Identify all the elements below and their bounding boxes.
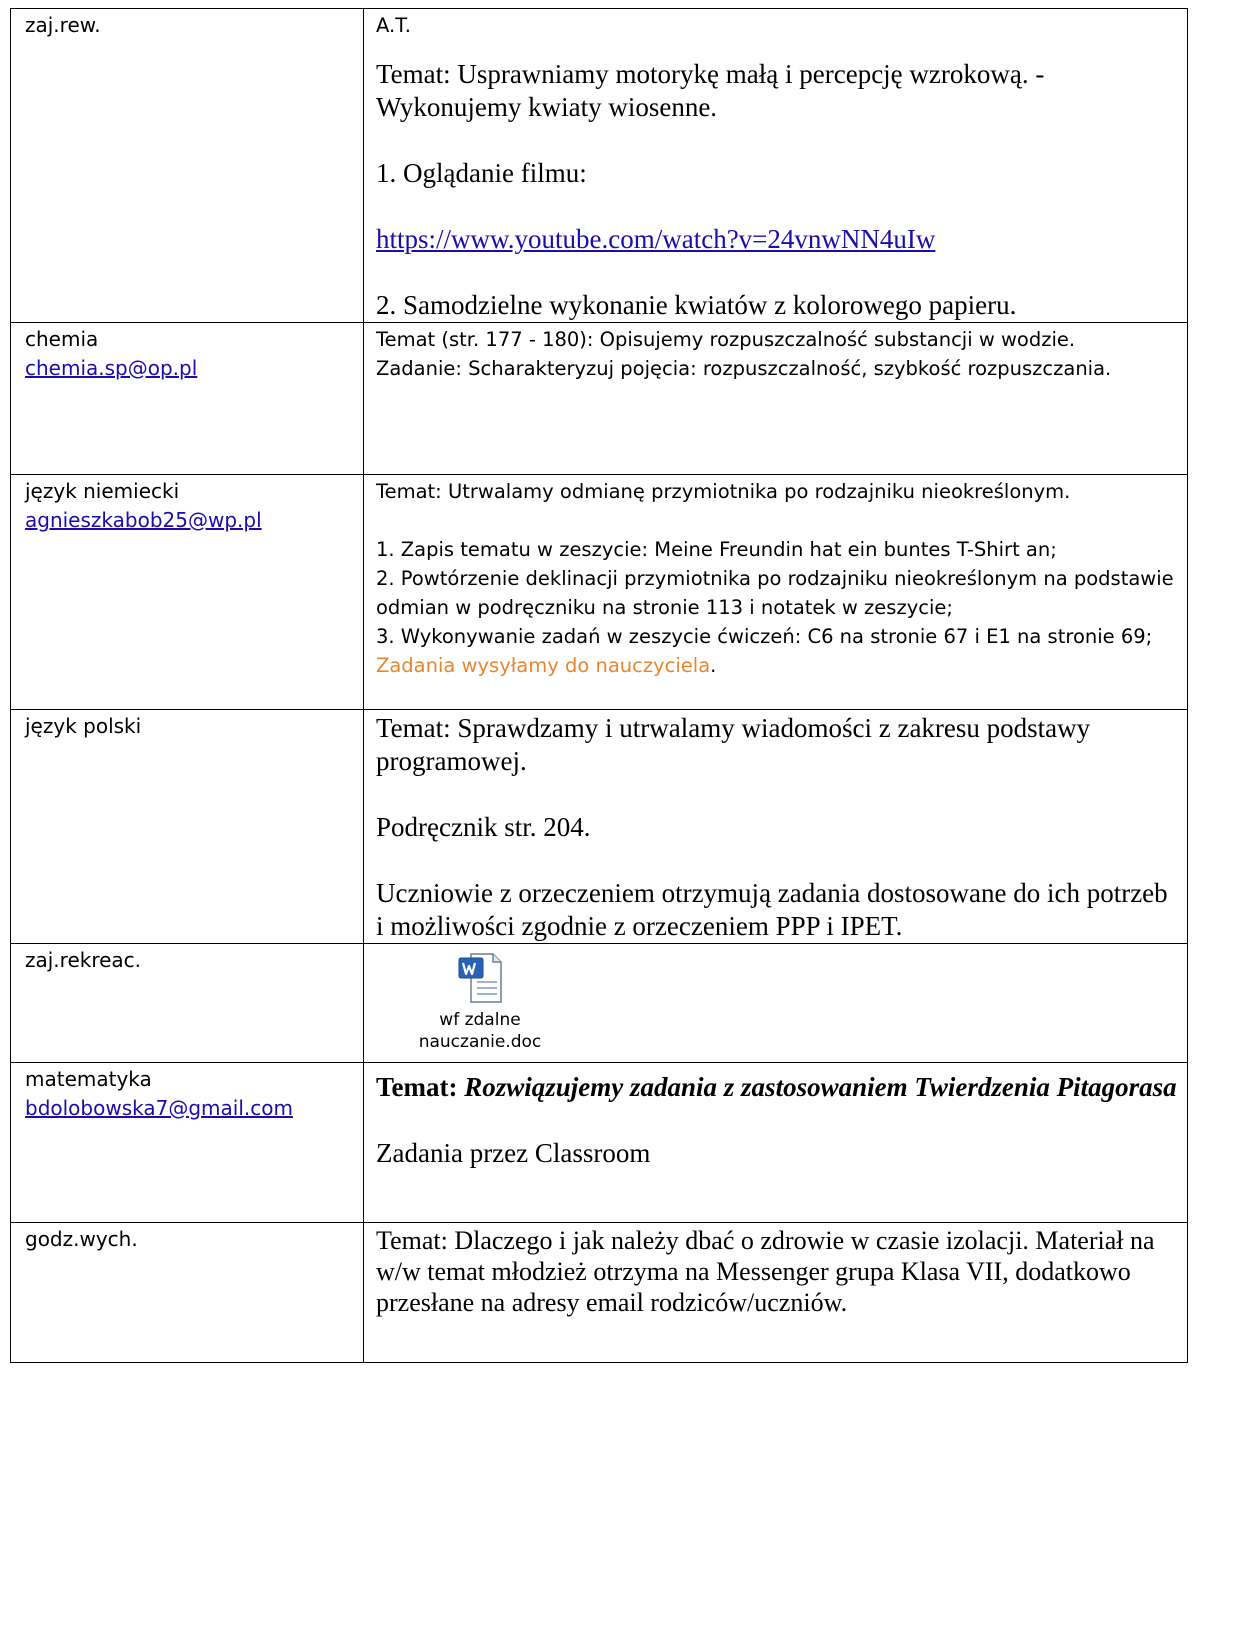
lesson-step: 1. Zapis tematu w zeszycie: Meine Freundin hat ein buntes T-Shirt an; bbox=[376, 538, 1057, 561]
teacher-email-link[interactable]: bdolobowska7@gmail.com bbox=[25, 1096, 293, 1120]
table-row bbox=[11, 1223, 1188, 1363]
subject-name: język niemiecki bbox=[25, 479, 180, 503]
attachment[interactable] bbox=[410, 946, 550, 1053]
teacher-initials: A.T. bbox=[376, 14, 411, 37]
table-row bbox=[11, 710, 1188, 944]
subject-cell bbox=[11, 1223, 364, 1363]
table-row bbox=[11, 323, 1188, 475]
content-cell bbox=[364, 9, 1188, 323]
content-cell bbox=[364, 710, 1188, 944]
table-row bbox=[11, 9, 1188, 323]
subject-cell bbox=[11, 944, 364, 1063]
lesson-task: Zadanie: Scharakteryzuj pojęcia: rozpuszczalność, szybkość rozpuszczania. bbox=[376, 357, 1112, 380]
content-cell bbox=[364, 1063, 1188, 1223]
lesson-step: 2. Powtórzenie deklinacji przymiotnika po rodzajniku nieokreślonym na podstawie odmian w podręczniku na stronie 113 i notatek w zeszycie; bbox=[376, 567, 1174, 619]
subject-name: matematyka bbox=[25, 1067, 152, 1091]
subject-cell bbox=[11, 475, 364, 710]
subject-name: chemia bbox=[25, 327, 99, 351]
lesson-info: Zadania przez Classroom bbox=[376, 1138, 651, 1168]
subject-cell bbox=[11, 323, 364, 475]
lesson-topic: Temat: Sprawdzamy i utrwalamy wiadomości z zakresu podstawy programowej. bbox=[376, 713, 1091, 776]
subject-cell bbox=[11, 9, 364, 323]
subject-name: zaj.rew. bbox=[25, 13, 101, 37]
lesson-topic: Temat (str. 177 - 180): Opisujemy rozpuszczalność substancji w wodzie. bbox=[376, 328, 1076, 351]
lesson-topic: Temat: Usprawniamy motorykę małą i percepcję wzrokową. - Wykonujemy kwiaty wiosenne. bbox=[376, 59, 1045, 122]
subject-name: zaj.rekreac. bbox=[25, 948, 142, 972]
lesson-step: 2. Samodzielne wykonanie kwiatów z kolorowego papieru. bbox=[376, 290, 1017, 320]
attachment-filename[interactable]: wf zdalne nauczanie.doc bbox=[418, 1010, 542, 1052]
lesson-plan-table bbox=[10, 8, 1188, 1363]
subject-cell bbox=[11, 1063, 364, 1223]
table-row bbox=[11, 1063, 1188, 1223]
submission-note-end: . bbox=[710, 654, 717, 677]
table-row bbox=[11, 944, 1188, 1063]
table-row bbox=[11, 475, 1188, 710]
lesson-info: Uczniowie z orzeczeniem otrzymują zadania dostosowane do ich potrzeb i możliwości zgodnie z orzeczeniem PPP i IPET. bbox=[376, 878, 1168, 941]
content-cell bbox=[364, 1223, 1188, 1363]
content-cell bbox=[364, 475, 1188, 710]
lesson-step: 3. Wykonywanie zadań w zeszycie ćwiczeń: C6 na stronie 67 i E1 na stronie 69; bbox=[376, 625, 1153, 648]
lesson-topic: Temat: Dlaczego i jak należy dbać o zdrowie w czasie izolacji. Materiał na w/w temat młodzież otrzyma na Messenger grupa Klasa VII, dodatkowo przesłane na adresy email rodziców/uczniów. bbox=[376, 1226, 1155, 1317]
lesson-step: 1. Oglądanie filmu: bbox=[376, 158, 587, 188]
teacher-email-link[interactable]: chemia.sp@op.pl bbox=[25, 356, 198, 380]
lesson-topic: Rozwiązujemy zadania z zastosowaniem Twierdzenia Pitagorasa bbox=[464, 1072, 1177, 1102]
lesson-topic: Temat: Utrwalamy odmianę przymiotnika po rodzajniku nieokreślonym. bbox=[376, 480, 1071, 503]
subject-cell bbox=[11, 710, 364, 944]
textbook-reference: Podręcznik str. 204. bbox=[376, 812, 591, 842]
subject-name: godz.wych. bbox=[25, 1227, 138, 1251]
teacher-email-link[interactable]: agnieszkabob25@wp.pl bbox=[25, 508, 262, 532]
subject-name: język polski bbox=[25, 714, 142, 738]
video-link[interactable]: https://www.youtube.com/watch?v=24vnwNN4uIw bbox=[376, 224, 936, 254]
content-cell bbox=[364, 944, 1188, 1063]
content-cell bbox=[364, 323, 1188, 475]
topic-label: Temat: bbox=[376, 1072, 465, 1102]
word-document-icon[interactable] bbox=[457, 952, 503, 1004]
submission-note: Zadania wysyłamy do nauczyciela bbox=[376, 654, 711, 677]
